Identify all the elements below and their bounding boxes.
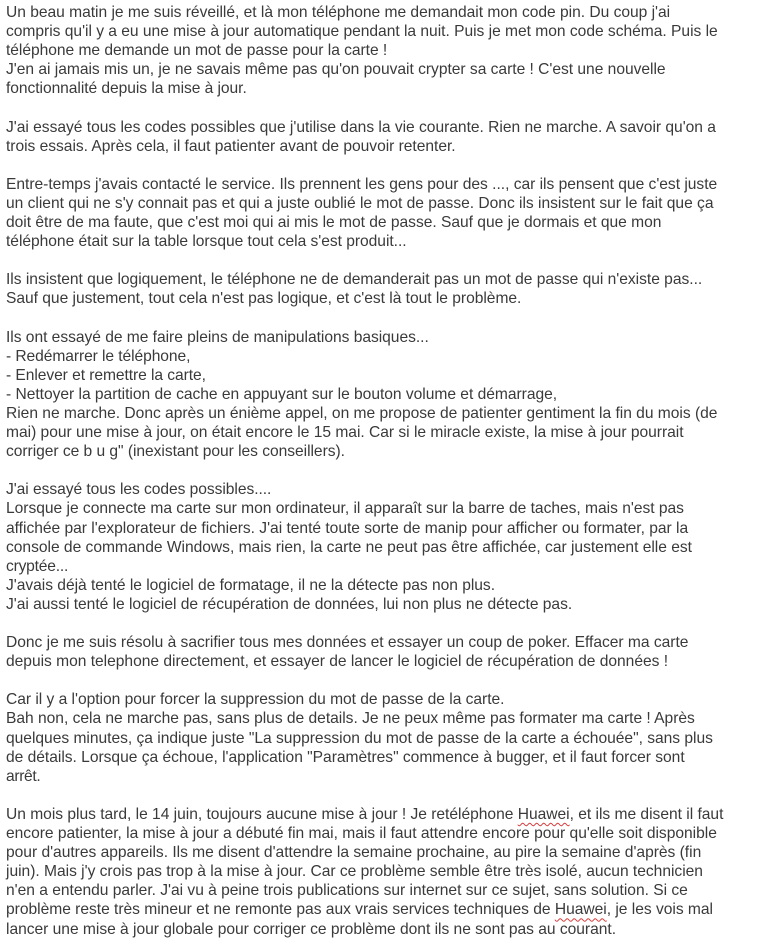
text-line: problème reste très mineur et ne remonte pas aux vrais services techniques de Huawei, je les vois mal (6, 901, 713, 919)
list-item: - Enlever et remettre la carte, (6, 366, 206, 384)
list-item: - Nettoyer la partition de cache en appuyant sur le bouton volume et démarrage, (6, 385, 558, 403)
text-line: J'ai aussi tenté le logiciel de récupération de données, lui non plus ne détecte pas. (6, 595, 573, 613)
text-line: encore patienter, la mise à jour a débuté fin mai, mais il faut attendre encore pour qu'elle soit disponible (6, 825, 717, 843)
text-line: Ils ont essayé de me faire pleins de manipulations basiques... (6, 328, 429, 346)
text-line: Ils insistent que logiquement, le téléphone ne de demanderait pas un mot de passe qui n'existe pas... (6, 271, 703, 289)
text-line: Un beau matin je me suis réveillé, et là mon téléphone me demandait mon code pin. Du coup j'ai (6, 4, 671, 21)
paragraph-logic (6, 270, 752, 308)
text-line: Lorsque je connecte ma carte sur mon ordinateur, il apparaît sur la barre de taches, mais n'est pas (6, 500, 684, 518)
text-line: téléphone me demande un mot de passe pour la carte ! (6, 42, 388, 60)
paragraph-month-later (6, 805, 752, 939)
text-line: J'ai essayé tous les codes possibles.... (6, 481, 272, 499)
text-line: J'avais déjà tenté le logiciel de formatage, il ne la détecte pas non plus. (6, 576, 495, 594)
text-line: cryptée... (6, 557, 69, 575)
text-line: Sauf que justement, tout cela n'est pas logique, et c'est là tout le problème. (6, 290, 522, 308)
text-line: de détails. Lorsque ça échoue, l'application "Paramètres" commence à bugger, et il faut forcer sont (6, 748, 685, 766)
paragraph-computer-attempts (6, 480, 752, 614)
text-line: arrêt. (6, 767, 41, 785)
paragraph-service-contact (6, 175, 752, 251)
paragraph-codes-tried (6, 118, 752, 156)
text-line: pour d'autres appareils. Ils me disent d'attendre la semaine prochaine, au pire la semaine d'après (fin (6, 844, 702, 862)
text-line: J'ai essayé tous les codes possibles que j'utilise dans la vie courante. Rien ne marche. A savoir qu'on a (6, 118, 716, 136)
text-line: juin). Mais j'y crois pas trop à la mise à jour. Car ce problème semble être très isolé, aucun technicien (6, 863, 703, 881)
list-item: - Redémarrer le téléphone, (6, 347, 191, 365)
spellcheck-underline: Huawei (517, 805, 570, 823)
text-line: Donc je me suis résolu à sacrifier tous mes données et essayer un coup de poker. Effacer ma carte (6, 634, 689, 652)
text-line: téléphone était sur la table lorsque tout cela s'est produit... (6, 233, 407, 251)
text-line: quelques minutes, ça indique juste "La suppression du mot de passe de la carte a échouée", sans plus (6, 729, 713, 747)
text-line: depuis mon telephone directement, et essayer de lancer le logiciel de récupération de données ! (6, 653, 669, 671)
spellcheck-underline: Huawei (554, 901, 607, 919)
text-line: corriger ce b u g" (inexistant pour les conseillers). (6, 443, 345, 461)
text-line: n'en a entendu parler. J'ai vu à peine trois publications sur internet sur ce sujet, sans solution. Si ce (6, 882, 688, 900)
text-line: un client qui ne s'y connait pas et qui a juste oublié le mot de passe. Donc ils insistent sur le fait que ça (6, 194, 714, 212)
text-line: console de commande Windows, mais rien, la carte ne peut pas être affichée, car justement elle est (6, 538, 692, 556)
paragraph-force-delete (6, 690, 752, 785)
text-line: trois essais. Après cela, il faut patienter avant de pouvoir retenter. (6, 137, 456, 155)
text-line: compris qu'il y a eu une mise à jour automatique pendant la nuit. Puis je met mon code schéma. Puis le (6, 23, 718, 41)
text-line: fonctionnalité depuis la mise à jour. (6, 80, 247, 98)
text-line: affichée par l'explorateur de fichiers. J'ai tenté toute sorte de manip pour afficher ou formater, par la (6, 519, 689, 537)
text-line: Un mois plus tard, le 14 juin, toujours aucune mise à jour ! Je retéléphone Huawei, et ils me disent il faut (6, 805, 724, 823)
text-line: Bah non, cela ne marche pas, sans plus de details. Je ne peux même pas formater ma carte ! Après (6, 710, 695, 728)
paragraph-wake-up (6, 3, 752, 98)
text-line: Entre-temps j'avais contacté le service. Ils prennent les gens pour des ..., car ils pensent que c'est juste (6, 175, 718, 193)
text-line: J'en ai jamais mis un, je ne savais même pas qu'on pouvait crypter sa carte ! C'est une nouvelle (6, 61, 666, 79)
paragraph-sacrifice-data (6, 633, 752, 671)
text-line: Car il y a l'option pour forcer la suppression du mot de passe de la carte. (6, 691, 505, 709)
paragraph-manipulations (6, 328, 752, 462)
text-line: Rien ne marche. Donc après un énième appel, on me propose de patienter gentiment la fin du mois (de (6, 404, 718, 422)
text-line: mai) pour une mise à jour, on était encore le 15 mai. Car si le miracle existe, la mise à jour pourrait (6, 424, 684, 442)
text-line: lancer une mise à jour globale pour corriger ce problème dont ils ne sont pas au courant. (6, 920, 617, 938)
text-line: doit être de ma faute, que c'est moi qui ai mis le mot de passe. Sauf que je dormais et que mon (6, 214, 662, 232)
